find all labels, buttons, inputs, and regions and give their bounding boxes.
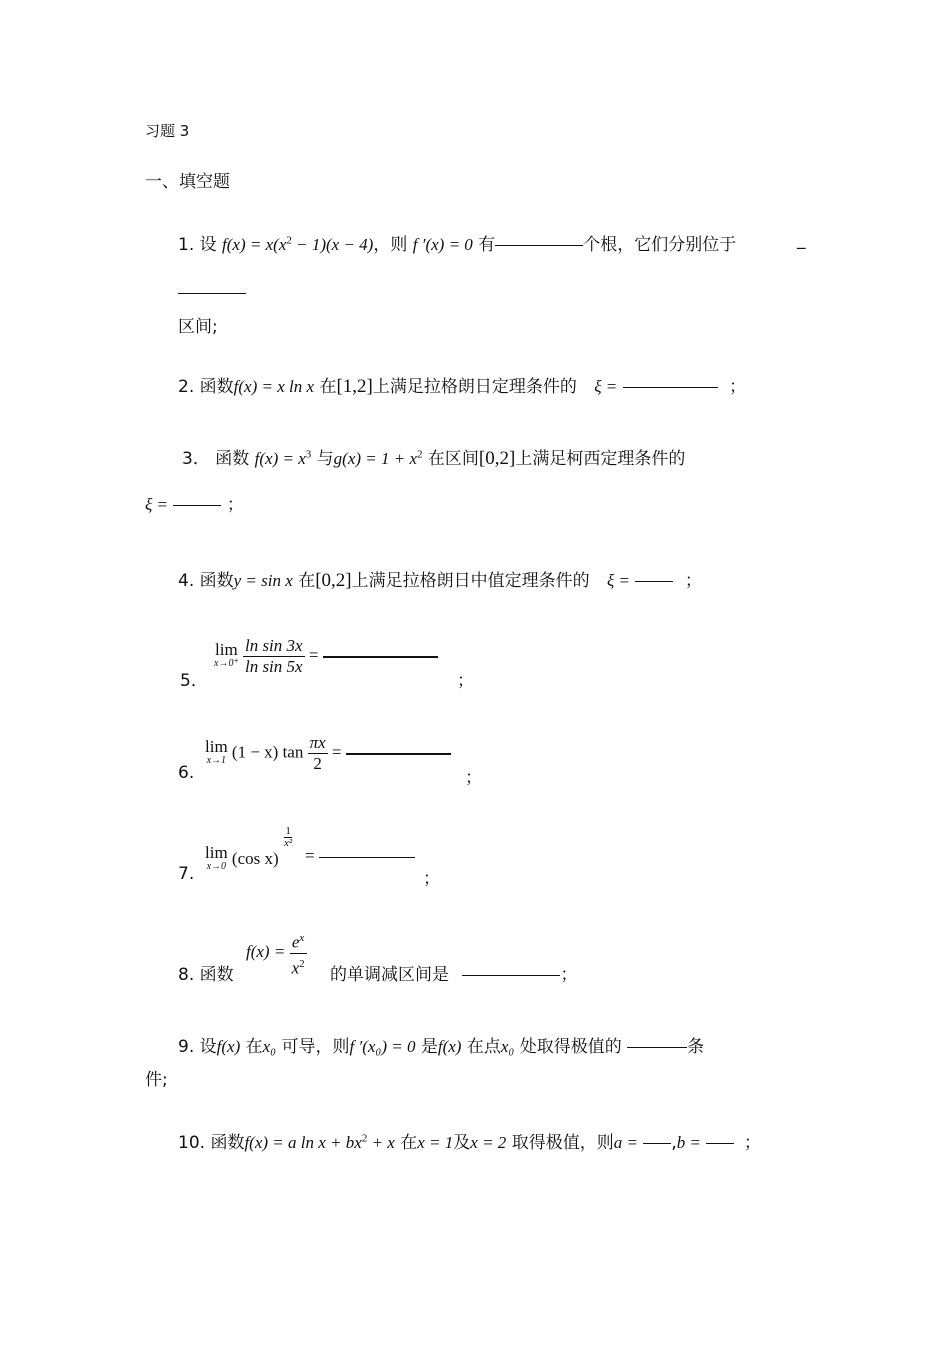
xi-symbol: ξ = <box>607 571 631 590</box>
question-4 <box>178 566 702 592</box>
answer-blank-a[interactable] <box>643 1142 671 1144</box>
text-fragment: 在 <box>245 1037 263 1057</box>
answer-blank-b[interactable] <box>706 1142 734 1144</box>
exercise-title: 习题 3 <box>145 122 190 140</box>
question-3-continuation <box>145 490 244 515</box>
fraction: $\frac{\text{ln sin 3x}}{\text{ln sin 5x}}$ <box>244 636 303 676</box>
text-fragment: 上满足柯西定理条件的 <box>515 449 686 469</box>
function-expression: f(x) = x ln x <box>233 377 315 396</box>
interval: [1,2] <box>336 376 373 397</box>
function-g: $g(x) = 1 + x^2$ <box>333 448 423 468</box>
function-expression: y = sin x <box>233 571 293 590</box>
semicolon: ； <box>226 495 244 515</box>
limit-body: (1 − x) tan <box>231 742 304 762</box>
b-symbol: b = <box>676 1133 701 1152</box>
answer-blank[interactable] <box>462 974 560 976</box>
interval: [0,2] <box>478 448 516 469</box>
answer-blank[interactable] <box>323 655 438 658</box>
derivative-condition: f ′(x) = 0 <box>412 235 473 254</box>
fraction: $\frac{\pi x}{2}$ <box>309 733 326 773</box>
xi-symbol: ξ = <box>594 377 618 396</box>
text-fragment: 及 <box>453 1133 471 1153</box>
function-lhs: f(x) = <box>246 942 286 962</box>
question-lead: 函数 <box>199 377 234 397</box>
question-3 <box>182 444 685 470</box>
answer-blank[interactable] <box>495 244 583 246</box>
answer-blank[interactable] <box>346 752 451 755</box>
text-fragment: 有 <box>478 235 496 255</box>
semicolon: ； <box>457 671 474 691</box>
semicolon: ； <box>743 1133 761 1153</box>
question-number: 8. <box>178 965 195 985</box>
answer-blank[interactable] <box>319 856 415 858</box>
question-9-tail: 件; <box>145 1070 168 1090</box>
point-x2: x = 2 <box>470 1133 507 1152</box>
function-expression: f(x) = a $\ln x + bx^2 + x$ <box>244 1132 395 1152</box>
point-symbol: x₀ <box>262 1037 277 1056</box>
semicolon: ； <box>465 768 482 788</box>
question-lead: 设 <box>199 1037 217 1057</box>
a-symbol: a = <box>613 1133 638 1152</box>
equals-sign: = <box>305 846 315 865</box>
limit-operator: lim x→0 <box>205 843 228 872</box>
question-7-expression <box>205 843 279 874</box>
text-fragment: 上满足拉格朗日定理条件的 <box>372 377 577 397</box>
text-fragment: 取得极值，则 <box>511 1133 614 1153</box>
question-lead: 函数 <box>199 965 234 985</box>
limit-operator: lim x→0⁺ <box>214 639 239 669</box>
interval: [0,2] <box>315 570 352 591</box>
blank-underscore: _ <box>797 230 806 250</box>
point-symbol: x₀ <box>500 1037 515 1056</box>
question-number: 2. <box>178 377 195 397</box>
text-fragment: 在 <box>319 377 337 397</box>
equals-sign: = <box>331 742 342 762</box>
question-lead: 函数 <box>210 1133 245 1153</box>
function-symbol: f(x) <box>216 1037 241 1056</box>
xi-symbol: ξ = <box>145 495 169 514</box>
question-1 <box>178 230 736 255</box>
limit-body: (cos x) <box>231 848 279 868</box>
semicolon: ； <box>423 869 440 889</box>
section-heading: 一、填空题 <box>145 172 230 192</box>
answer-blank[interactable] <box>635 580 673 582</box>
function-expression: $f(x) = x(x^2 - 1)(x - 4)$ <box>222 234 374 254</box>
question-5-expression <box>214 636 438 677</box>
question-tail: 区间; <box>178 317 218 337</box>
question-8-lead <box>178 960 234 985</box>
exponent-fraction: 1 x² <box>284 825 293 849</box>
question-5-number: 5． <box>180 671 208 691</box>
text-fragment: 个根，它们分别位于 <box>583 235 737 255</box>
text-fragment: 可导，则 <box>281 1037 350 1057</box>
text-fragment: 处取得极值的 <box>519 1037 622 1057</box>
question-number: 3． <box>182 449 210 469</box>
point-x1: x = 1 <box>417 1133 454 1152</box>
question-lead: 函数 <box>199 571 234 591</box>
function-symbol: f(x) <box>437 1037 462 1056</box>
question-8-expression <box>246 928 307 978</box>
text-fragment: 是 <box>420 1037 438 1057</box>
text-fragment: 条 <box>687 1037 705 1057</box>
question-9 <box>178 1032 704 1057</box>
question-2 <box>178 372 746 398</box>
question-number: 10. <box>178 1133 206 1153</box>
text-fragment: 在 <box>400 1133 418 1153</box>
answer-blank[interactable] <box>627 1046 687 1048</box>
comma-text: ，则 <box>373 235 408 255</box>
answer-blank[interactable] <box>173 504 221 506</box>
question-number: 4. <box>178 571 195 591</box>
question-number: 1. <box>178 235 195 255</box>
text-fragment: 在区间 <box>427 449 479 469</box>
question-8-tail <box>330 960 577 985</box>
answer-blank-continuation[interactable] <box>178 283 246 303</box>
semicolon: ； <box>560 965 578 985</box>
question-6-expression <box>205 733 451 774</box>
answer-blank[interactable] <box>623 386 718 388</box>
question-lead: 设 <box>199 235 217 255</box>
question-7-number: 7. <box>178 864 195 884</box>
text-fragment: 上满足拉格朗日中值定理条件的 <box>351 571 590 591</box>
question-number: 9. <box>178 1037 195 1057</box>
semicolon: ； <box>684 571 702 591</box>
text-fragment: 在 <box>298 571 316 591</box>
question-7-answer <box>305 846 415 866</box>
equals-sign: = <box>308 645 319 665</box>
function-f: $f(x) = x^3$ <box>254 448 312 468</box>
semicolon: ； <box>729 377 747 397</box>
text-fragment: 的单调减区间是 <box>330 965 449 985</box>
question-lead: 函数 <box>215 449 250 469</box>
question-10 <box>178 1128 761 1153</box>
fraction: $\frac{e^x}{x^2}$ <box>290 928 307 978</box>
separator: , <box>671 1133 677 1153</box>
derivative-condition: f ′(x₀) = 0 <box>349 1037 416 1056</box>
question-6-number: 6. <box>178 763 195 783</box>
text-fragment: 与 <box>316 449 334 469</box>
limit-operator: lim x→1 <box>205 736 228 766</box>
text-fragment: 在点 <box>466 1037 501 1057</box>
